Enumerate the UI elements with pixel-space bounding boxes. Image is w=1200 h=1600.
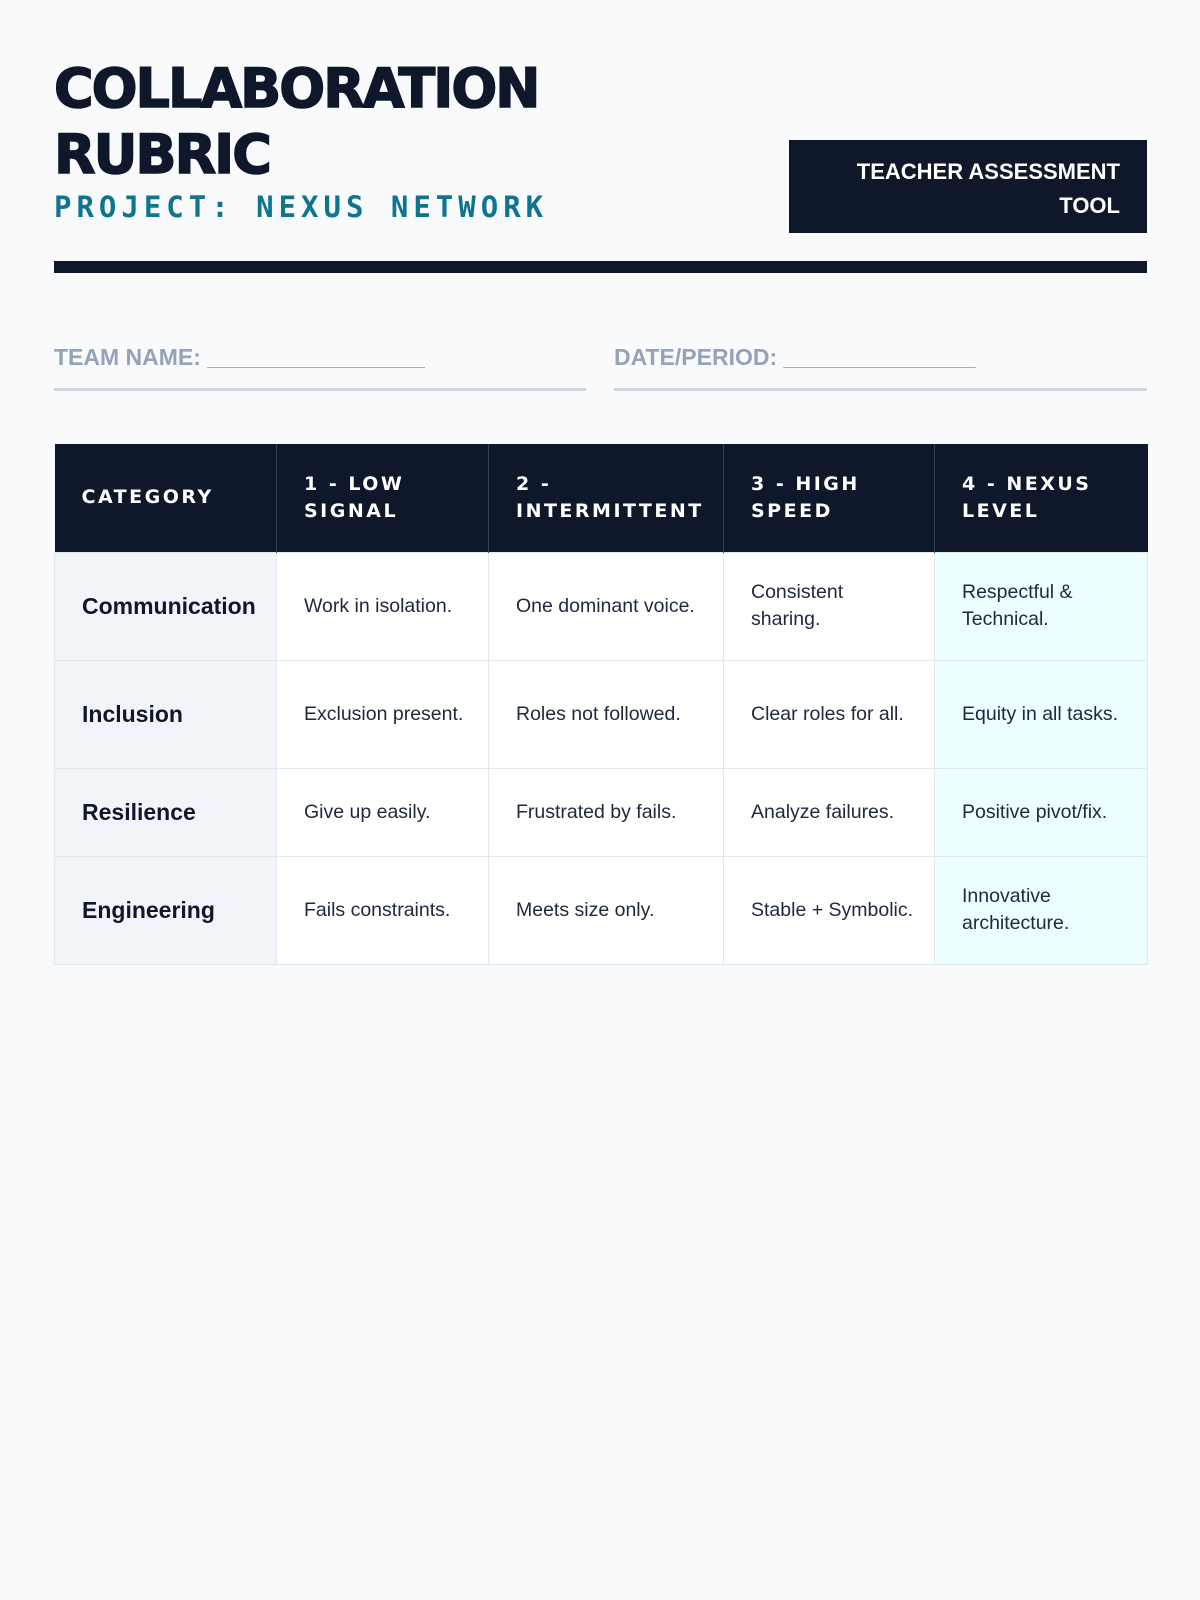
badge-line-1: TEACHER ASSESSMENT xyxy=(856,159,1120,184)
assessment-tool-badge xyxy=(789,140,1147,233)
header xyxy=(54,0,1147,273)
level-1-cell: Work in isolation. xyxy=(277,552,489,660)
page-title xyxy=(54,56,538,188)
level-1-cell: Give up easily. xyxy=(277,768,489,856)
table-row xyxy=(55,856,1148,964)
level-4-cell: Respectful & Technical. xyxy=(935,552,1148,660)
header-divider xyxy=(54,261,1147,273)
team-name-field[interactable]: TEAM NAME: _________________ xyxy=(54,340,586,391)
title-line-2: RUBRIC xyxy=(54,123,270,186)
title-line-1: COLLABORATION xyxy=(54,57,539,120)
level-2-cell: Meets size only. xyxy=(489,856,724,964)
level-1-cell: Fails constraints. xyxy=(277,856,489,964)
level-1-cell: Exclusion present. xyxy=(277,660,489,768)
category-cell: Communication xyxy=(55,552,277,660)
level-3-cell: Analyze failures. xyxy=(724,768,935,856)
table-row xyxy=(55,768,1148,856)
table-row xyxy=(55,552,1148,660)
column-header-level-2: 2 - INTERMITTENT xyxy=(489,444,724,552)
rubric-header-row xyxy=(55,444,1148,552)
column-header-category: CATEGORY xyxy=(55,444,277,552)
level-2-cell: One dominant voice. xyxy=(489,552,724,660)
level-3-cell: Consistent sharing. xyxy=(724,552,935,660)
level-4-cell: Innovative architecture. xyxy=(935,856,1148,964)
info-fields xyxy=(54,340,1147,390)
column-header-level-1: 1 - LOW SIGNAL xyxy=(277,444,489,552)
level-2-cell: Frustrated by fails. xyxy=(489,768,724,856)
date-period-field[interactable]: DATE/PERIOD: _______________ xyxy=(614,340,1147,391)
level-4-cell: Equity in all tasks. xyxy=(935,660,1148,768)
badge-line-2: TOOL xyxy=(1059,193,1120,218)
level-3-cell: Clear roles for all. xyxy=(724,660,935,768)
project-subtitle: PROJECT: NEXUS NETWORK xyxy=(54,190,549,224)
level-4-cell: Positive pivot/fix. xyxy=(935,768,1148,856)
level-3-cell: Stable + Symbolic. xyxy=(724,856,935,964)
rubric-table xyxy=(54,444,1148,965)
column-header-level-4: 4 - NEXUS LEVEL xyxy=(935,444,1148,552)
level-2-cell: Roles not followed. xyxy=(489,660,724,768)
rubric-page xyxy=(54,0,1147,934)
category-cell: Resilience xyxy=(55,768,277,856)
table-row xyxy=(55,660,1148,768)
category-cell: Engineering xyxy=(55,856,277,964)
column-header-level-3: 3 - HIGH SPEED xyxy=(724,444,935,552)
category-cell: Inclusion xyxy=(55,660,277,768)
